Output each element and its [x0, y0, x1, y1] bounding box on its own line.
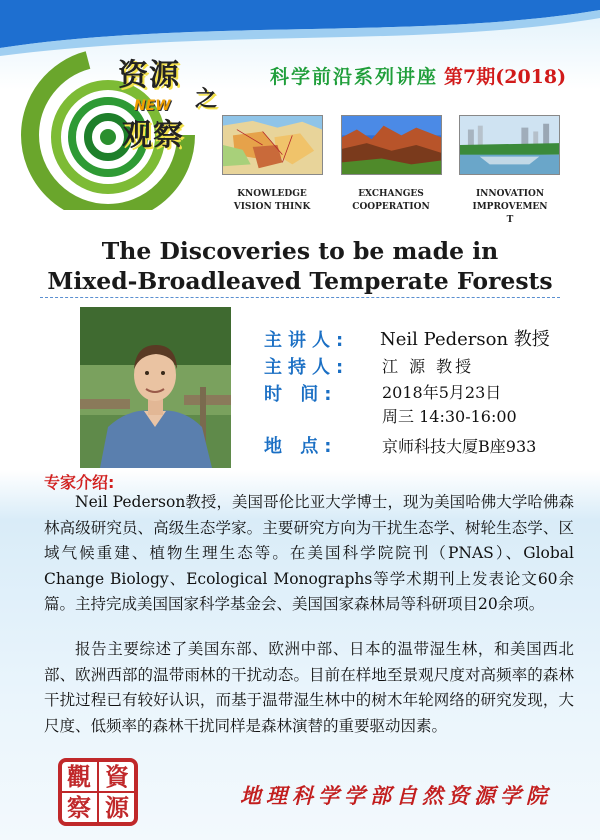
speaker-portrait: [80, 307, 231, 468]
logo-text-new: NEW: [134, 98, 171, 114]
caption-exchanges: EXCHANGES COOPERATION: [352, 189, 430, 212]
place-label: 地 点:: [264, 436, 338, 457]
expert-bio-paragraph: Neil Pederson教授，美国哥伦比亚大学博士，现为美国哈佛大学哈佛森林高级研究员、高级生态学家。主要研究方向为干扰生态学、树轮生态学、区域气候重建、植物生理生态等。在美国科学院院刊（PNAS）、Global Change Biology、Ecological Monographs等学术期刊上发表论文60余篇。主持完成美国国家科学基金会、美国国家森林局等科研项目20余项。: [44, 493, 574, 613]
caption-knowledge: KNOWLEDGE VISION THINK: [233, 189, 311, 212]
city-park-thumbnail: [459, 115, 560, 175]
expert-intro-heading: 专家介绍:: [44, 473, 115, 492]
host-label: 主持人:: [264, 357, 350, 378]
speaker-value: Neil Pederson 教授: [380, 329, 550, 350]
logo-text-resources: 资源: [118, 58, 180, 93]
map-thumbnail: [222, 115, 323, 175]
logo-text-observation: 观察: [122, 118, 184, 153]
series-issue: 第7期(2018): [444, 66, 567, 88]
series-name: 科学前沿系列讲座: [270, 66, 439, 88]
resource-observation-logo: [18, 40, 233, 210]
series-header: [270, 62, 566, 89]
time-date-value: 2018年5月23日: [382, 383, 502, 402]
time-label: 时 间:: [264, 384, 338, 405]
speaker-label: 主讲人:: [264, 330, 350, 351]
lecture-title: The Discoveries to be made in Mixed-Broadleaved Temperate Forests: [47, 237, 553, 295]
svg-text:察: 察: [67, 793, 91, 822]
place-value: 京师科技大厦B座933: [382, 437, 537, 456]
title-divider: [40, 297, 560, 299]
time-hours-value: 周三 14:30-16:00: [382, 407, 517, 426]
host-value: 江 源 教授: [382, 357, 475, 376]
school-name: 地理科学学部自然资源学院: [240, 783, 552, 808]
lecture-summary-paragraph: 报告主要综述了美国东部、欧洲中部、日本的温带湿生林，和美国西北部、欧洲西部的温带雨林的干扰动态。目前在样地至景观尺度对高频率的森林干扰过程已有较好认识，而基于温带湿生林中的树木年轮网络的研究发现，大尺度、低频率的森林干扰同样是森林演替的重要驱动因素。: [44, 640, 574, 735]
svg-text:觀: 觀: [67, 762, 91, 791]
logo-text-zhi: 之: [195, 86, 218, 112]
svg-text:源: 源: [105, 793, 129, 822]
caption-innovation: INNOVATION IMPROVEMEN T: [472, 189, 548, 225]
svg-text:資: 資: [105, 762, 129, 791]
canyon-thumbnail: [341, 115, 442, 175]
seal-stamp: [58, 758, 138, 826]
